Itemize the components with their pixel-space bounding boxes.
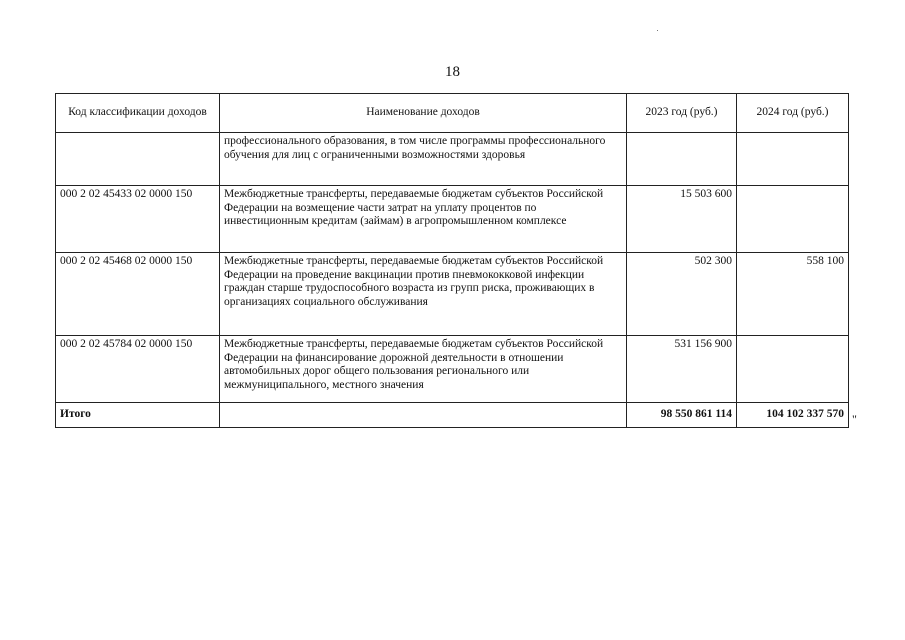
cell-2023 [627, 133, 737, 186]
header-2024: 2024 год (руб.) [737, 94, 849, 133]
closing-quote: " [852, 412, 857, 426]
cell-code [56, 133, 220, 186]
table-row [56, 336, 849, 403]
header-code: Код классификации доходов [56, 94, 220, 133]
cell-code: 000 2 02 45784 02 0000 150 [56, 336, 220, 403]
header-name: Наименование доходов [220, 94, 627, 133]
cell-2023: 531 156 900 [627, 336, 737, 403]
cell-name: Межбюджетные трансферты, передаваемые бюджетам субъектов Российской Федерации на проведение вакцинации против пневмококковой инфекции граждан старше трудоспособного возраста из групп риска, проживающих в организациях социального обслуживания [220, 253, 627, 336]
table-row [56, 186, 849, 253]
table-row [56, 253, 849, 336]
table-row [56, 133, 849, 186]
cell-2023: 502 300 [627, 253, 737, 336]
cell-2024: 558 100 [737, 253, 849, 336]
total-row [56, 403, 849, 428]
cell-2024 [737, 336, 849, 403]
total-2024: 104 102 337 570 [737, 403, 849, 428]
cell-2024 [737, 186, 849, 253]
table-header-row [56, 94, 849, 133]
cell-2024 [737, 133, 849, 186]
cell-name: Межбюджетные трансферты, передаваемые бюджетам субъектов Российской Федерации на возмещение части затрат на уплату процентов по инвестиционным кредитам (займам) в агропромышленном комплексе [220, 186, 627, 253]
header-2023: 2023 год (руб.) [627, 94, 737, 133]
page-number: 18 [445, 64, 460, 80]
cell-name: Межбюджетные трансферты, передаваемые бюджетам субъектов Российской Федерации на финансирование дорожной деятельности в отношении автомобильных дорог общего пользования регионального или межмуниципального, местного значения [220, 336, 627, 403]
cell-code: 000 2 02 45433 02 0000 150 [56, 186, 220, 253]
total-label: Итого [56, 403, 220, 428]
cell-2023: 15 503 600 [627, 186, 737, 253]
cell-code: 000 2 02 45468 02 0000 150 [56, 253, 220, 336]
scan-speck [657, 30, 658, 31]
cell-name: профессионального образования, в том числе программы профессионального обучения для лиц с ограниченными возможностями здоровья [220, 133, 627, 186]
total-2023: 98 550 861 114 [627, 403, 737, 428]
income-table [55, 93, 849, 428]
total-empty-cell [220, 403, 627, 428]
